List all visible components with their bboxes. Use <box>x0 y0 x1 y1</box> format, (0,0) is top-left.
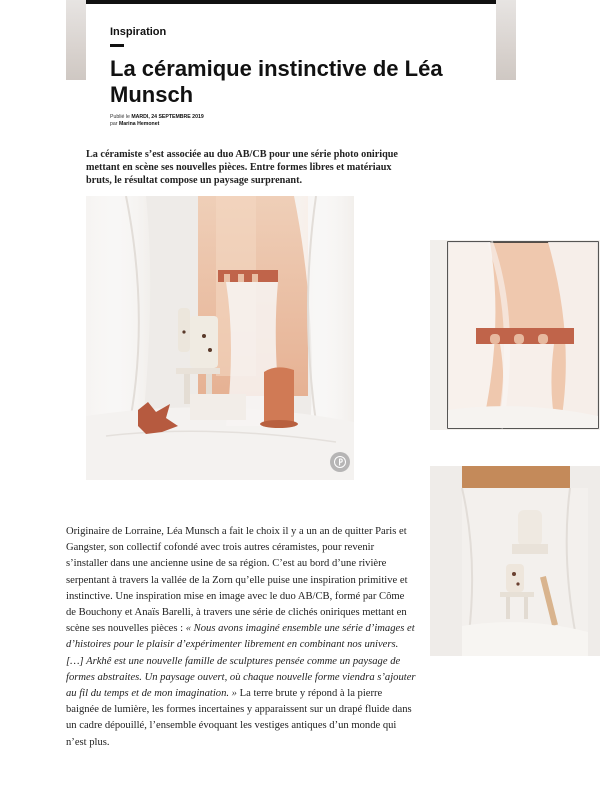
body-part-1: Originaire de Lorraine, Léa Munsch a fait le choix il y a un an de quitter Paris et Gangster, son collectif cofondé avec trois autres céramistes, pour revenir s’installer dans une ancienne usine de sa région. C’est au bord d’une rivière serpentant à travers la vallée de la Zorn qu’elle puise une inspiration primitive et instinctive. Une inspiration mise en image avec le duo AB/CB, formé par Côme de Bouchony et Anaïs Barelli, à travers une série de clichés oniriques mettant en scène ses nouvelles pièces : <box>66 526 408 635</box>
category-underline <box>110 44 124 47</box>
meta-author-prefix: par <box>110 121 118 127</box>
side-photo-sliver-left <box>66 0 86 80</box>
body-part-2: La terre brute y répond à la pierre baignée de lumière, les formes incertaines y apparaissent sur un drapé fluide dans un cadre dépouillé, l’ensemble évoquant les vestiges antiques d’un monde qui n’est plus. <box>66 688 412 748</box>
side-photo-2-illustration <box>430 466 600 656</box>
article-lead: La céramiste s’est associée au duo AB/CB pour une série photo onirique mettant en scène ses nouvelles pièces. Entre formes libres et matériaux bruts, le résultat compose un paysage surprenant. <box>86 149 398 186</box>
meta-author[interactable]: Marina Hemonet <box>118 121 160 127</box>
side-photo-sliver-right <box>496 0 516 80</box>
article-category[interactable]: Inspiration <box>110 26 167 38</box>
side-photo-2[interactable] <box>430 466 600 656</box>
article-meta <box>110 114 204 128</box>
pinterest-icon <box>334 456 346 468</box>
main-photo-illustration <box>86 196 354 480</box>
article-title: La céramique instinctive de Léa Munsch <box>110 56 443 107</box>
meta-date: MARDI, 24 SEPTEMBRE 2019 <box>131 114 204 120</box>
meta-published-prefix: Publié le <box>110 114 130 120</box>
pinterest-button[interactable] <box>330 452 350 472</box>
header-rule <box>86 0 496 4</box>
article-body <box>66 524 416 751</box>
side-photo-1-illustration <box>430 240 600 430</box>
main-photo[interactable] <box>86 196 354 480</box>
side-photo-1[interactable] <box>430 240 600 430</box>
body-quote: « Nous avons imaginé ensemble une série d’images et d’histoires pour le plaisir d’expérimenter librement en combinant nos univers. […] Arkhê est une nouvelle famille de sculptures pensée comme un paysage de formes abstraites. Un paysage ouvert, où chaque nouvelle forme viendra s’ajouter au fil du temps et de mon imagination. » <box>66 623 416 700</box>
